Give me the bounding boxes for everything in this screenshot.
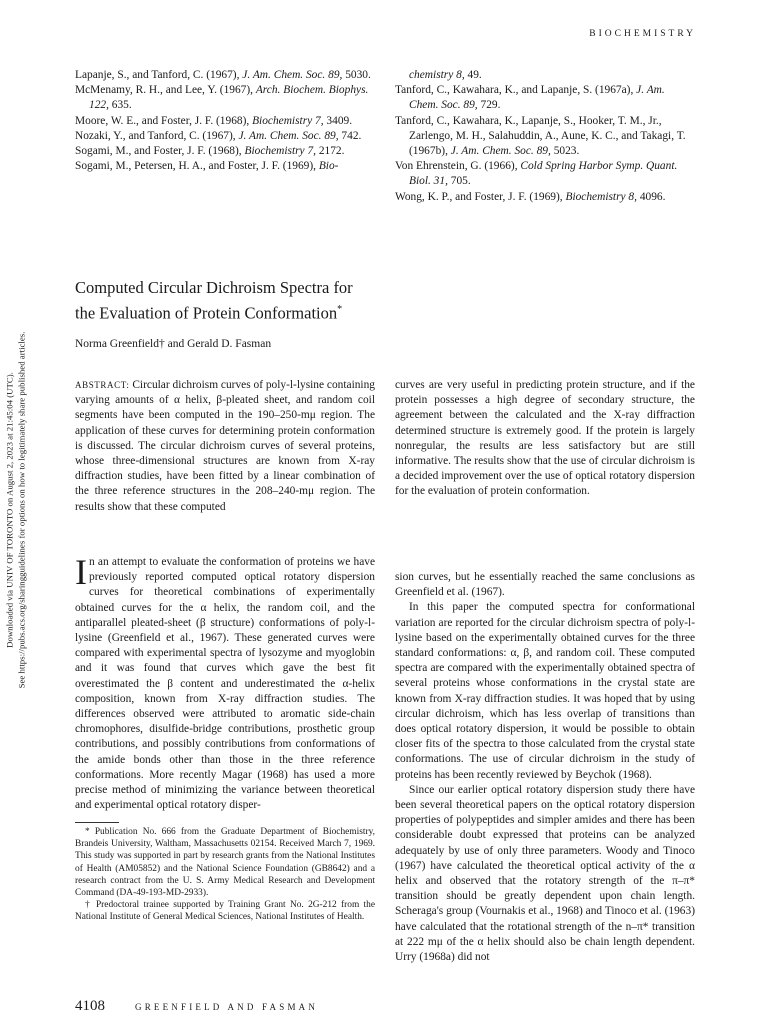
page-number: 4108: [75, 998, 105, 1014]
author-list: Norma Greenfield† and Gerald D. Fasman: [75, 338, 272, 350]
sharing-notice: [16, 331, 52, 689]
running-head: GREENFIELD AND FASMAN: [135, 1002, 319, 1012]
reference-source: Arch. Biochem. Biophys. 122,: [89, 84, 369, 112]
reference-source: chemistry 8,: [409, 69, 465, 81]
reference-source: Biochemistry 7,: [252, 114, 324, 127]
title-line-1: Computed Circular Dichroism Spectra for: [75, 278, 353, 297]
abstract-text-left: Circular dichroism curves of poly-l-lysine containing varying amounts of α helix, β-pleated sheet, and random coil segments have been computed in the 190–250-mμ region. The application of these curves for determining protein conformation is discussed. The circular dichroism curves of several proteins, whose three-dimensional structures are known from X-ray diffraction studies, have been fitted by a linear combination of the three reference structures in the 208–240-mμ region. The results show that these computed: [75, 379, 375, 513]
reference-authors: Lapanje, S., and Tanford, C. (1967),: [75, 69, 243, 81]
journal-name: BIOCHEMISTRY: [589, 29, 696, 39]
reference-authors: Moore, W. E., and Foster, J. F. (1968),: [75, 114, 253, 127]
abstract-left: [75, 378, 375, 515]
reference-source: Biochemistry 8,: [565, 190, 637, 203]
reference-source: Biochemistry 7,: [244, 145, 316, 158]
reference-pages: 705.: [447, 175, 471, 188]
reference-pages: 5023.: [550, 145, 580, 158]
sharing-notice-line2: See https://pubs.acs.org/sharingguidelines for options on how to legitimately share published articles.: [16, 331, 27, 689]
reference-source: J. Am. Chem. Soc. 89,: [409, 84, 665, 112]
intro-paragraph: In an attempt to evaluate the conformation of proteins we have previously reported computed optical rotatory dispersion curves for theoretical combinations of experimentally obtained curves for the α helix, the random coil, and the antiparallel pleated-sheet (β structure) conformations of poly-l-lysine (Greenfield et al., 1967). These generated curves were compared with experimental spectra of lysozyme and myoglobin and it was found that curves which gave the best fit overestimated the β content and underestimated the α-helix composition, known from X-ray diffraction studies. The differences observed were attributed to aromatic side-chain chromophores, disulfide-bridge contributions, prosthetic group contributions, and possibly contributions from conformations of the amide bonds other than those in the three reference conformations. More recently Magar (1968) has used a more precise method of minimizing the variance between theoretical and experimental optical rotatory disper-: [75, 552, 375, 812]
abstract-right: [395, 378, 695, 500]
reference-authors: Sogami, M., and Foster, J. F. (1968),: [75, 145, 245, 158]
article-title: [75, 277, 555, 325]
reference-pages: 4096.: [636, 190, 666, 203]
title-line-2: the Evaluation of Protein Conformation*: [75, 303, 343, 323]
reference-authors: Sogami, M., Petersen, H. A., and Foster, J. F. (1969),: [75, 160, 319, 173]
references-right: [395, 68, 695, 205]
reference-source: Cold Spring Harbor Symp. Quant. Biol. 31,: [409, 160, 678, 188]
reference-entry: [395, 159, 695, 189]
reference-source: J. Am. Chem. Soc. 89,: [450, 145, 551, 158]
footnote-rule: [75, 822, 119, 823]
download-notice-line1: Downloaded via UNIV OF TORONTO on August 2, 2023 at 21:45:04 (UTC).: [4, 372, 15, 648]
reference-entry: [75, 129, 375, 144]
footnotes: [75, 826, 375, 924]
reference-entry: [75, 159, 375, 174]
body-left-column: [75, 552, 375, 813]
reference-entry: [75, 144, 375, 159]
drop-cap: I: [75, 552, 87, 592]
body-paragraph-2: In this paper the computed spectra for conformational variation are reported for the circular dichroism spectra of poly-l-lysine based on the experimentally obtained curves for the three standard conformations: α, β, and random coil. These computed spectra are compared with the experimentally obtained spectra of several proteins whose conformations in the crystal state are known from X-ray diffraction studies. It was hoped that by using circular dichroism, which has less overlap of transitions than does optical rotatory dispersion, it would be possible to obtain closer fits of the spectra to those calculated from the crystal state conformations. The use of circular dichroism in the study of proteins has been recently reviewed by Beychok (1968).: [395, 601, 695, 781]
reference-entry: [75, 68, 375, 83]
reference-authors: Tanford, C., Kawahara, K., Lapanje, S., Hooker, T. M., Jr., Zarlengo, M. H., Salahuddin, A., Aune, K. C., and Takagi, T. (1967b),: [395, 114, 686, 158]
reference-pages: 49.: [464, 69, 482, 81]
reference-entry: [395, 83, 695, 113]
reference-entry: [395, 68, 695, 83]
reference-source: J. Am. Chem. Soc. 89,: [242, 69, 343, 81]
reference-pages: 635.: [108, 99, 132, 112]
reference-pages: 742.: [338, 129, 362, 142]
reference-authors: Tanford, C., Kawahara, K., and Lapanje, S. (1967a),: [395, 84, 637, 97]
footnote-dagger: † Predoctoral trainee supported by Training Grant No. 2G-212 from the National Institute of General Medical Sciences, National Institutes of Health.: [75, 900, 375, 923]
reference-authors: Von Ehrenstein, G. (1966),: [395, 160, 521, 173]
abstract-text-right: curves are very useful in predicting protein structure, and if the protein possesses a high degree of secondary structure, the agreement between the calculated and the X-ray diffraction determined structure is extremely good. If the protein is largely nonregular, the results are less satisfactory but are still informative. The results show that the use of circular dichroism is a decided improvement over the use of optical rotatory dispersion for the evaluation of protein conformation.: [395, 379, 695, 498]
body-right-column: [395, 570, 695, 965]
reference-pages: 2172.: [316, 145, 345, 158]
reference-source: J. Am. Chem. Soc. 89,: [238, 129, 339, 142]
reference-entry: [75, 83, 375, 113]
footnote-publication: * Publication No. 666 from the Graduate Department of Biochemistry, Brandeis University, Waltham, Massachusetts 02154. Received March 7, 1969. This study was supported in part by research grants from the National Institutes of Health (AM05852) and the National Science Foundation (GB8642) and a research contract from the U. S. Army Medical Research and Development Command (DA-49-193-MD-2933).: [75, 827, 375, 899]
body-paragraph-3: Since our earlier optical rotatory dispersion study there have been several theoretical papers on the optical rotatory dispersion properties of polypeptides and simpler amides and there has been considerable doubt expressed that proteins can be analyzed adequately by use of only three parameters. Woody and Tinoco (1967) have calculated the theoretical optical activity of the α helix and observed that the rotatory strength of the π–π* transition should be greatly dependent upon chain length. Scheraga's group (Vournakis et al., 1968) and Tinoco et al. (1963) have calculated that the rotational strength of the n–π* transition at 222 mμ of the α helix should also be chain length dependent. Urry (1968a) did not: [395, 783, 695, 964]
reference-entry: [75, 114, 375, 129]
reference-pages: 5030.: [342, 69, 371, 81]
title-footnote-mark: *: [337, 304, 343, 315]
reference-source: Bio-: [318, 160, 339, 173]
reference-authors: McMenamy, R. H., and Lee, Y. (1967),: [75, 84, 256, 97]
reference-authors: Nozaki, Y., and Tanford, C. (1967),: [75, 129, 239, 142]
reference-authors: Wong, K. P., and Foster, J. F. (1969),: [395, 190, 566, 203]
reference-entry: [395, 190, 695, 205]
reference-entry: [395, 114, 695, 160]
reference-pages: 3409.: [323, 114, 353, 127]
body-paragraph-1: sion curves, but he essentially reached the same conclusions as Greenfield et al. (1967).: [395, 571, 695, 599]
reference-pages: 729.: [477, 99, 501, 112]
abstract-label: ABSTRACT:: [75, 380, 130, 390]
references-left: [75, 68, 375, 174]
